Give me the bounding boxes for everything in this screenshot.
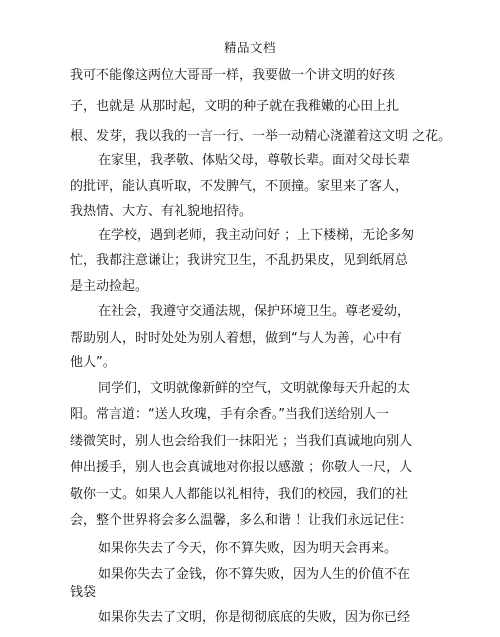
text-line: 在社会，我遵守交通法规，保护环境卫生。尊老爱幼， bbox=[98, 304, 411, 319]
text-line: 如果你失去了金钱，你不算失败，因为人生的价值不在 bbox=[98, 567, 411, 582]
text-line: 钱袋 bbox=[70, 585, 97, 600]
text-line: 缕微笑时，别人也会给我们一抹阳光 ；当我们真诚地向别人 bbox=[70, 434, 413, 449]
text-line: 的批评，能认真听取，不发脾气，不顶撞。家里来了客人， bbox=[70, 179, 409, 194]
text-line: 子，也就是 从那时起，文明的种子就在我稚嫩的心田上扎 bbox=[70, 99, 400, 114]
text-line: 如果你失去了今天，你不算失败，因为明天会再来。 bbox=[98, 541, 398, 556]
text-line: 根、发芽，我以我的一言一行、一举一动精心浇灌着这文明 之花。 bbox=[70, 129, 452, 144]
text-line: 我可不能像这两位大哥哥一样，我要做一个讲文明的好孩 bbox=[70, 68, 396, 83]
text-line: 会，整个世界将会多么温馨，多么和谐 ！让我们永远记住： bbox=[70, 513, 413, 528]
text-line: 阳。常言道：“送人玫瑰，手有余香。”当我们送给别人一 bbox=[70, 407, 389, 422]
text-line: 是主动捡起。 bbox=[70, 279, 149, 294]
text-line: 在家里，我孝敬、体贴父母，尊敬长辈。面对父母长辈 bbox=[98, 153, 411, 168]
text-line: 同学们，文明就像新鲜的空气，文明就像每天升起的太 bbox=[98, 381, 411, 396]
text-line: 在学校，遇到老师，我主动问好 ；上下楼梯，无论多匆 bbox=[98, 228, 415, 243]
text-line: 伸出援手，别人也会真诚地对你报以感激 ；你敬人一尺，人 bbox=[70, 460, 413, 475]
text-line: 如果你失去了文明，你是彻彻底底的失败，因为你已经 bbox=[98, 610, 411, 625]
text-line: 敬你一丈。如果人人都能以礼相待，我们的校园，我们的社 bbox=[70, 487, 409, 502]
text-line: 忙，我都注意谦让；我讲究卫生，不乱扔果皮，见到纸屑总 bbox=[70, 253, 409, 268]
text-line: 他人”。 bbox=[70, 355, 116, 370]
page-header: 精品文档 bbox=[223, 40, 276, 55]
text-line: 帮助别人，时时处处为别人着想，做到“与人为善，心中有 bbox=[70, 331, 402, 346]
text-line: 我热情、大方、有礼貌地招待。 bbox=[70, 204, 253, 219]
